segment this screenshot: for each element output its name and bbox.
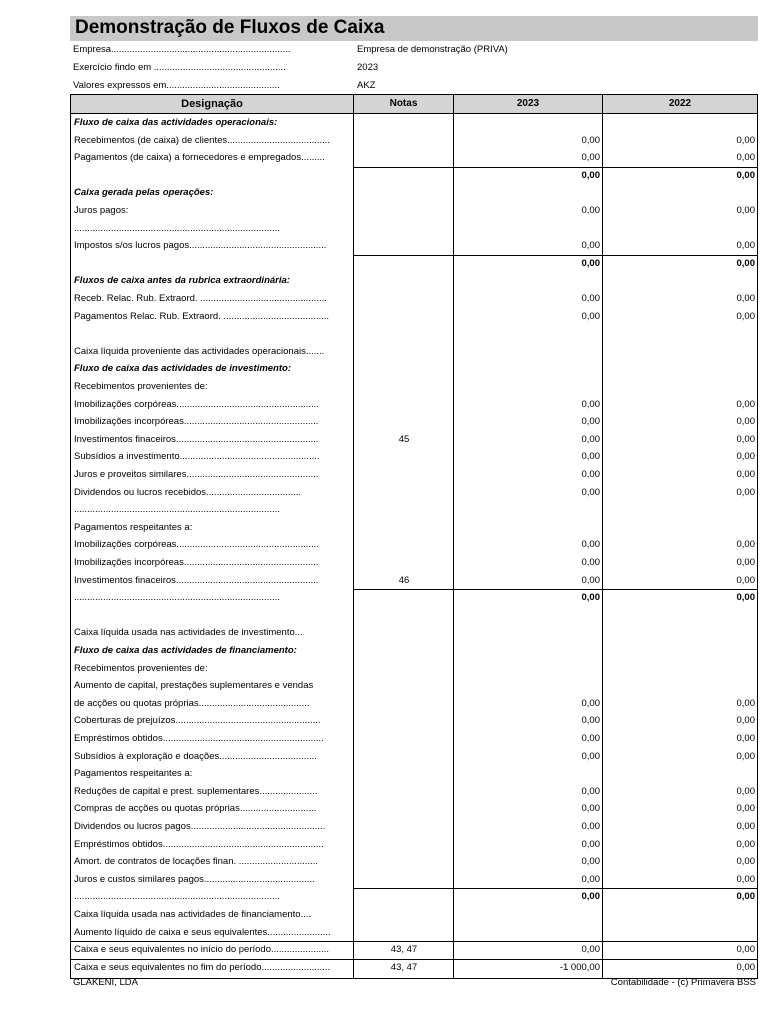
row-value-2023: 0,00 [581,169,600,181]
row-value-2022: 0,00 [736,205,755,216]
row-label: Coberturas de prejuízos....................................................... [74,715,321,727]
header-2022: 2022 [602,94,758,114]
row-value-2022: 0,00 [736,873,755,885]
row-label: Investimentos finaceiros...................................................... [74,574,319,586]
row-label: Empréstimos obtidos............................................................. [74,733,324,744]
row-value-2023: 0,00 [581,451,600,463]
row-value-2022: 0,00 [736,257,755,269]
total-rule [353,888,758,889]
row-label: Pagamentos Relac. Rub. Extraord. ........................................ [74,310,330,322]
row-value-2023: 0,00 [581,856,600,868]
row-value-2023: -1 000,00 [559,961,600,973]
row-label: Imobilizações incorpóreas................................................... [74,416,319,428]
row-label: Amort. de contratos de locações finan. .............................. [74,856,318,868]
row-value-2022: 0,00 [736,134,755,146]
row-value-2023: 0,00 [581,205,600,216]
row-value-2023: 0,00 [581,873,600,885]
row-label: Compras de acções ou quotas próprias............................. [74,803,317,815]
row-label: Dividendos ou lucros recebidos.................................... [74,486,302,498]
title-bar [70,16,758,41]
row-value-2022: 0,00 [736,416,755,428]
row-value-2022: 0,00 [736,715,755,727]
row-value-2022: 0,00 [736,293,755,304]
row-value-2023: 0,00 [581,697,600,709]
footer-software: Contabilidade - (c) Primavera BSS [610,977,756,988]
row-value-2023: 0,00 [581,785,600,797]
row-value-2022: 0,00 [736,557,755,568]
row-label: de acções ou quotas próprias.......................................... [74,697,310,709]
row-value-2022: 0,00 [736,451,755,463]
row-value-2023: 0,00 [581,821,600,832]
row-label: Caixa líquida usada nas actividades de investimento... [74,627,303,639]
grid-vline [602,94,603,978]
header-designacao: Designação [70,94,354,114]
section-heading: Fluxo de caixa das actividades operacionais: [74,117,278,128]
row-label: Investimentos finaceiros...................................................... [74,433,319,445]
row-value-2022: 0,00 [736,750,755,762]
row-label: Juros pagos: [74,205,129,216]
section-heading: Fluxos de caixa antes da rubrica extraordinária: [74,275,290,287]
row-value-2022: 0,00 [736,469,755,480]
section-heading: Fluxo de caixa das actividades de financiamento: [74,645,297,656]
row-value-2022: 0,00 [736,961,755,973]
grid-vline [453,94,454,978]
row-value-2022: 0,00 [736,785,755,797]
row-value-2023: 0,00 [581,416,600,428]
row-rule [70,941,758,942]
row-value-2022: 0,00 [736,697,755,709]
row-label: Pagamentos (de caixa) a fornecedores e empregados......... [74,152,325,164]
row-label: .............................................................................. [74,592,280,604]
row-value-2023: 0,00 [581,240,600,252]
row-value-2023: 0,00 [581,891,600,903]
meta-label-empresa: Empresa.................................................................... [73,44,291,55]
row-value-2022: 0,00 [736,592,755,604]
row-value-2022: 0,00 [736,944,755,956]
grid-vline [353,94,354,978]
row-label: .............................................................................. [74,891,280,903]
row-label: Recebimentos (de caixa) de clientes....................................... [74,134,331,146]
row-label: Imobilizações incorpóreas................................................... [74,557,319,568]
row-label: Empréstimos obtidos............................................................. [74,838,324,850]
row-label: Juros e proveitos similares.................................................. [74,469,319,480]
row-value-2022: 0,00 [736,733,755,744]
row-label: Pagamentos respeitantes a: [74,768,193,780]
section-heading: Caixa gerada pelas operações: [74,187,214,199]
header-2023: 2023 [453,94,603,114]
meta-label-valores: Valores expressos em........................................... [73,80,280,91]
cash-flow-table [70,94,758,974]
row-value-2023: 0,00 [581,733,600,744]
row-label: Aumento líquido de caixa e seus equivalentes........................ [74,926,331,938]
row-value-2023: 0,00 [581,574,600,586]
row-label: Reduções de capital e prest. suplementares...................... [74,785,318,797]
row-value-2023: 0,00 [581,557,600,568]
row-value-2022: 0,00 [736,152,755,164]
row-value-2022: 0,00 [736,539,755,551]
row-label: Pagamentos respeitantes a: [74,521,193,533]
row-label: Caixa e seus equivalentes no fim do período.......................... [74,961,331,973]
row-label: .............................................................................. [74,504,280,516]
row-notas: 43, 47 [390,944,418,956]
row-label: Caixa e seus equivalentes no início do período...................... [74,944,330,956]
row-value-2023: 0,00 [581,486,600,498]
row-value-2023: 0,00 [581,469,600,480]
meta-value-empresa: Empresa de demonstração (PRIVA) [357,44,508,55]
row-label: Caixa líquida usada nas actividades de financiamento.... [74,909,312,920]
row-value-2023: 0,00 [581,134,600,146]
grid-vline [757,94,758,978]
row-value-2022: 0,00 [736,838,755,850]
grid-vline [70,94,71,978]
row-label: Impostos s/os lucros pagos.................................................... [74,240,327,252]
row-notas: 43, 47 [390,961,418,973]
row-label: Subsídios à exploração e doações..................................... [74,750,317,762]
row-label: .............................................................................. [74,222,280,234]
row-label: Subsídios a investimento..................................................... [74,451,320,463]
row-notas: 45 [398,433,410,445]
row-value-2023: 0,00 [581,944,600,956]
row-value-2022: 0,00 [736,891,755,903]
row-value-2022: 0,00 [736,169,755,181]
row-value-2023: 0,00 [581,803,600,815]
page-title: Demonstração de Fluxos de Caixa [75,17,385,38]
row-value-2022: 0,00 [736,310,755,322]
total-rule [353,167,758,168]
meta-label-exercicio: Exercício findo em .................................................. [73,62,286,73]
row-label: Aumento de capital, prestações suplementares e vendas [74,680,314,692]
total-rule [353,589,758,590]
row-value-2023: 0,00 [581,715,600,727]
row-value-2023: 0,00 [581,539,600,551]
row-label: Imobilizações corpóreas...................................................... [74,539,319,551]
row-label: Caixa líquida proveniente das actividades operacionais....... [74,345,325,357]
row-label: Receb. Relac. Rub. Extraord. ................................................ [74,293,327,304]
row-value-2022: 0,00 [736,803,755,815]
row-value-2023: 0,00 [581,750,600,762]
row-value-2023: 0,00 [581,152,600,164]
row-label: Recebimentos provenientes de: [74,662,208,674]
row-value-2022: 0,00 [736,240,755,252]
row-value-2022: 0,00 [736,433,755,445]
total-rule [353,255,758,256]
meta-value-exercicio: 2023 [357,62,379,73]
row-label: Dividendos ou lucros pagos................................................... [74,821,326,832]
row-label: Imobilizações corpóreas...................................................... [74,398,319,410]
row-value-2022: 0,00 [736,574,755,586]
header-notas: Notas [353,94,454,114]
section-heading: Fluxo de caixa das actividades de investimento: [74,363,291,375]
row-value-2023: 0,00 [581,433,600,445]
row-value-2022: 0,00 [736,486,755,498]
row-label: Juros e custos similares pagos.......................................... [74,873,315,885]
row-value-2022: 0,00 [736,821,755,832]
meta-value-valores: AKZ [357,80,376,91]
row-value-2023: 0,00 [581,592,600,604]
row-value-2023: 0,00 [581,293,600,304]
row-value-2023: 0,00 [581,257,600,269]
row-label: Recebimentos provenientes de: [74,381,208,392]
row-rule [70,959,758,960]
footer-company: GLAKENI, LDA [73,977,138,988]
row-notas: 46 [398,574,410,586]
row-value-2023: 0,00 [581,398,600,410]
row-value-2023: 0,00 [581,310,600,322]
row-value-2022: 0,00 [736,856,755,868]
row-value-2023: 0,00 [581,838,600,850]
row-value-2022: 0,00 [736,398,755,410]
